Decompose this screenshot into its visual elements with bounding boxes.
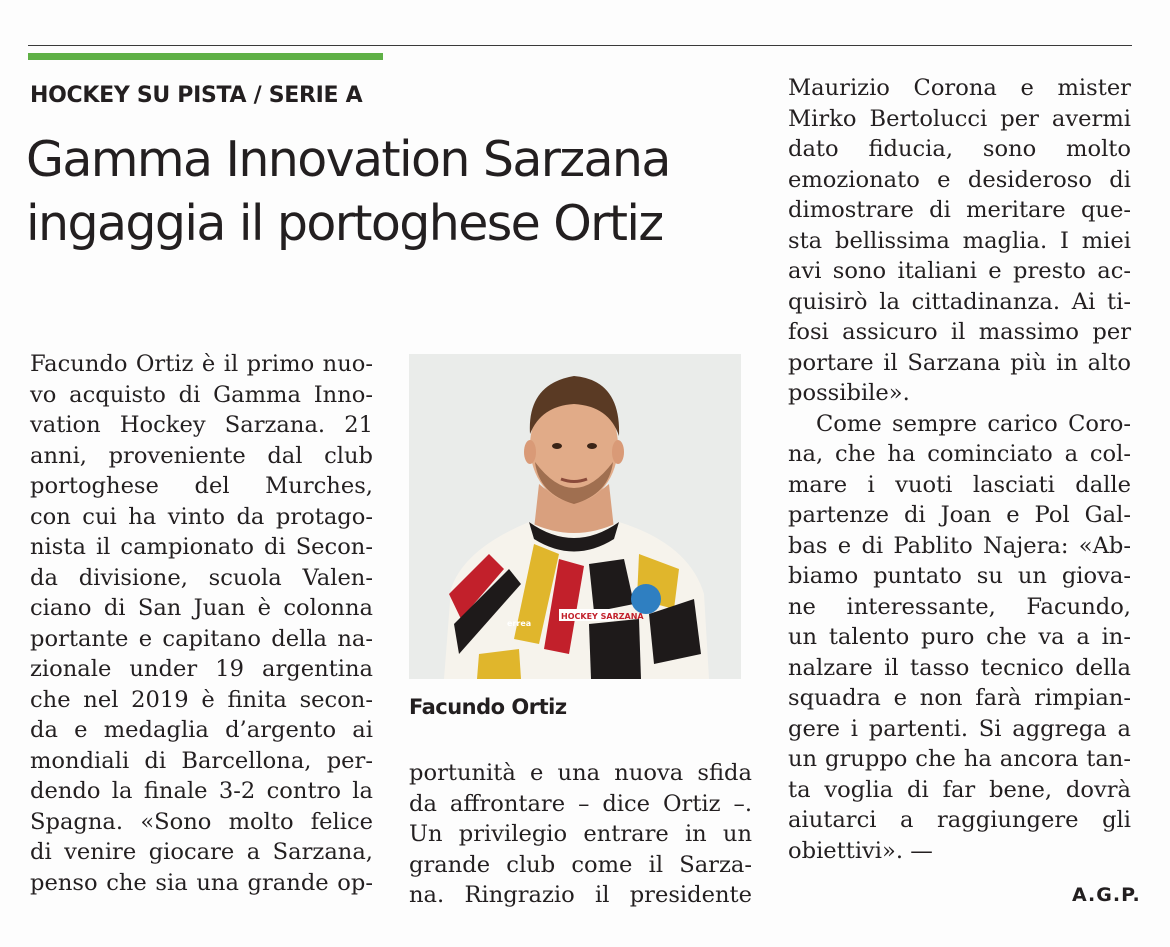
text-line: dato fiducia, sono molto [788, 136, 1131, 162]
player-photo-illustration [409, 354, 741, 679]
article-headline [26, 128, 766, 256]
text-line: obiettivi». — [788, 837, 933, 864]
text-line: zionale under 19 argentina [30, 656, 373, 682]
text-line: Come sempre carico Coro- [816, 410, 1131, 437]
text-line: partenze di Joan e Pol Gal- [788, 502, 1131, 528]
text-line: Maurizio Corona e mister [788, 75, 1131, 101]
text-line: portare il Sarzana più in alto [788, 349, 1131, 376]
jersey-lettering: HOCKEY SARZANA [561, 612, 644, 621]
text-line: na. Ringrazio il presidente [409, 882, 752, 908]
text-line: Facundo Ortiz è il primo nuo- [30, 351, 373, 377]
text-line: mare i vuoti lasciati dalle [788, 471, 1131, 498]
text-line: mondiali di Barcellona, per- [30, 747, 373, 774]
text-line: portunità e una nuova sfida [409, 760, 752, 786]
text-line: aiutarci a raggiungere gli [788, 807, 1131, 833]
text-line: na, che ha cominciato a col- [788, 441, 1131, 467]
text-line: Un privilegio entrare in un [409, 821, 752, 847]
text-line: da e medaglia d’argento ai [30, 717, 373, 743]
text-line: gere i partenti. Si aggrega a [788, 715, 1131, 742]
text-line: vo acquisto di Gamma Inno- [30, 381, 373, 408]
text-line: anni, proveniente dal club [30, 442, 373, 469]
text-line: ne interessante, Facundo, [788, 593, 1131, 620]
text-line: un gruppo che ha ancora tan- [788, 746, 1131, 772]
text-line: da divisione, scuola Valen- [30, 564, 373, 591]
text-line: biamo puntato su un giova- [788, 563, 1131, 589]
text-line: con cui ha vinto da protago- [30, 503, 373, 530]
text-line: di venire giocare a Sarzana, [30, 839, 373, 865]
text-line: bas e di Pablito Najera: «Ab- [788, 532, 1131, 559]
text-line: dimostrare di meritare que- [788, 197, 1131, 223]
text-line: squadra e non farà rimpian- [788, 685, 1131, 711]
section-accent-bar [28, 53, 383, 60]
text-line: emozionato e desideroso di [788, 166, 1131, 193]
body-column-3 [788, 73, 1131, 866]
text-line: portoghese del Murches, [30, 473, 373, 499]
jersey-sponsor: errea [507, 619, 532, 628]
text-line: avi sono italiani e presto ac- [788, 258, 1131, 284]
text-line: vation Hockey Sarzana. 21 [30, 412, 373, 438]
player-photo [409, 354, 741, 679]
body-column-2 [409, 758, 752, 911]
section-kicker: HOCKEY SU PISTA / SERIE A [30, 83, 363, 108]
text-line: possibile». [788, 380, 910, 406]
text-line: grande club come il Sarza- [409, 851, 752, 878]
text-line: penso che sia una grande op- [30, 869, 373, 896]
text-line: Spagna. «Sono molto felice [30, 808, 373, 835]
text-line: un talento puro che va a in- [788, 624, 1131, 650]
text-line: ta voglia di far bene, dovrà [788, 776, 1131, 803]
photo-caption: Facundo Ortiz [409, 695, 567, 719]
text-line: quisirò la cittadinanza. Ai ti- [788, 288, 1131, 315]
headline-line-2: ingaggia il portoghese Ortiz [26, 195, 663, 252]
text-line: da affrontare – dice Ortiz –. [409, 790, 752, 817]
text-line: ciano di San Juan è colonna [30, 595, 373, 621]
headline-line-1: Gamma Innovation Sarzana [26, 131, 670, 188]
author-signature: A.G.P. [1072, 884, 1141, 906]
text-line: Mirko Bertolucci per avermi [788, 105, 1131, 132]
body-column-1 [30, 349, 373, 898]
text-line: nalzare il tasso tecnico della [788, 654, 1131, 681]
text-line: sta bellissima maglia. I miei [788, 227, 1131, 254]
top-rule [28, 45, 1132, 46]
text-line: dendo la finale 3-2 contro la [30, 778, 373, 804]
text-line: portante e capitano della na- [30, 625, 373, 652]
text-line: che nel 2019 è finita secon- [30, 686, 373, 713]
text-line: nista il campionato di Secon- [30, 534, 373, 560]
text-line: fosi assicuro il massimo per [788, 319, 1131, 345]
